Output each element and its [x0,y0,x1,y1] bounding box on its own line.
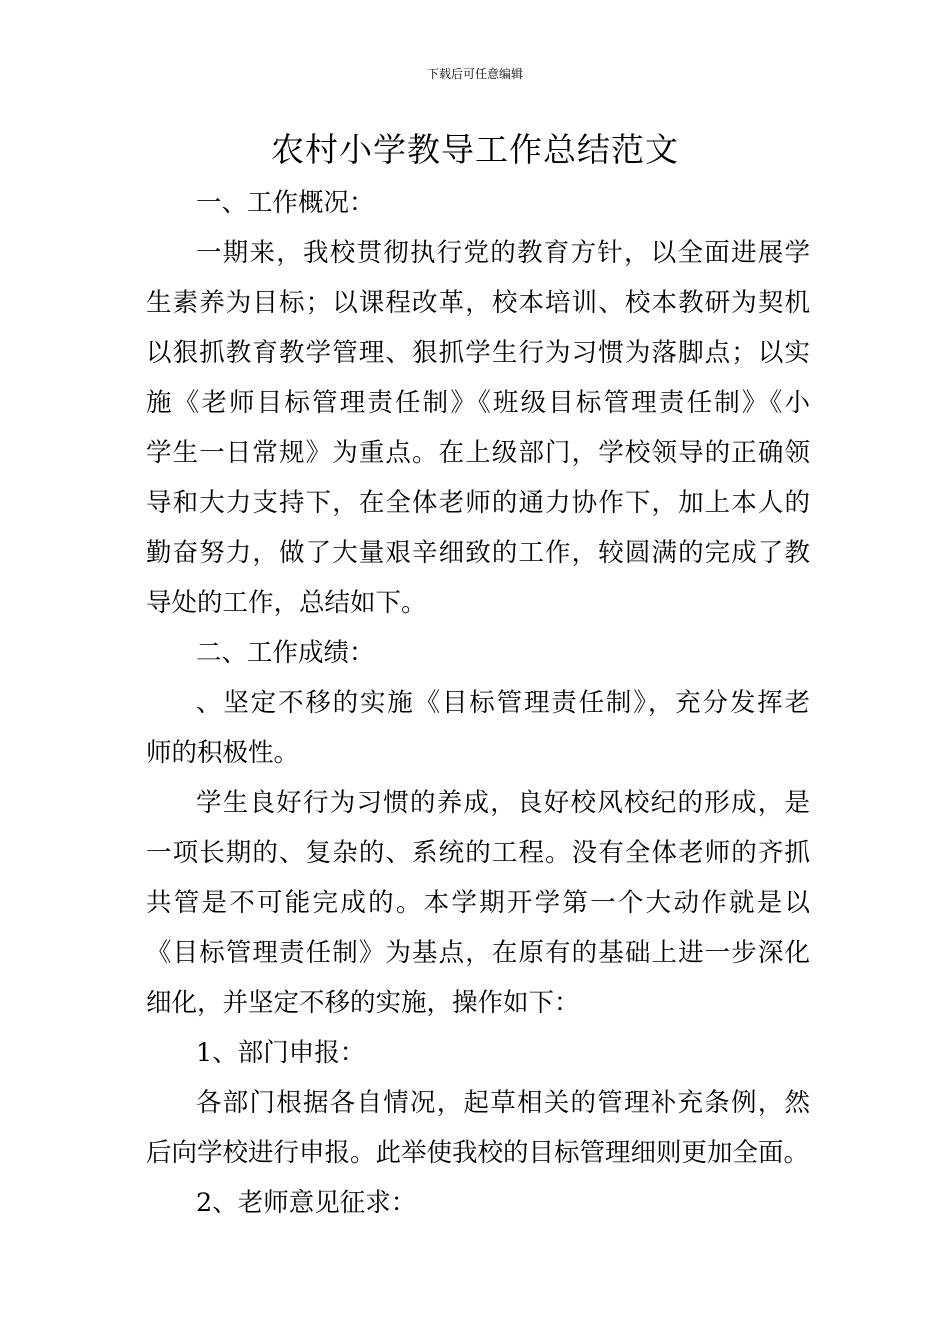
subheading-teacher-opinion: 2、老师意见征求： [196,1188,417,1218]
paragraph-line: 细化，并坚定不移的实施，操作如下： [146,988,580,1018]
page-header: 下载后可任意编辑 [426,67,523,81]
paragraph-line: 导和大力支持下，在全体老师的通力协作下，加上本人的 [146,488,810,518]
paragraph-line: 勤奋努力，做了大量艰辛细致的工作，较圆满的完成了教 [146,538,810,568]
subheading-department-report: 1、部门申报： [196,1038,366,1068]
paragraph-line: 学生一日常规》为重点。在上级部门，学校领导的正确领 [146,438,810,468]
section-heading-overview: 一、工作概况： [196,188,375,218]
paragraph-line: 学生良好行为习惯的养成，良好校风校纪的形成，是 [196,788,810,818]
paragraph-line: 、坚定不移的实施《目标管理责任制》，充分发挥老 [196,688,810,718]
paragraph-line: 共管是不可能完成的。本学期开学第一个大动作就是以 [146,888,810,918]
paragraph-line: 各部门根据各自情况，起草相关的管理补充条例，然 [196,1088,810,1118]
paragraph-line: 后向学校进行申报。此举使我校的目标管理细则更加全面。 [146,1138,810,1168]
paragraph-line: 一项长期的、复杂的、系统的工程。没有全体老师的齐抓 [146,838,810,868]
document-body [146,178,810,1228]
paragraph-line: 导处的工作，总结如下。 [146,588,427,618]
paragraph-line: 师的积极性。 [146,738,300,768]
paragraph-line: 《目标管理责任制》为基点，在原有的基础上进一步深化 [146,938,810,968]
paragraph-line: 以狠抓教育教学管理、狠抓学生行为习惯为落脚点；以实 [146,338,810,368]
paragraph-line: 施《老师目标管理责任制》《班级目标管理责任制》《小 [146,388,810,418]
paragraph-line: 一期来，我校贯彻执行党的教育方针，以全面进展学 [196,238,810,268]
section-heading-achievements: 二、工作成绩： [196,638,375,668]
paragraph-line: 生素养为目标；以课程改革，校本培训、校本教研为契机 [146,288,810,318]
document-title: 农村小学教导工作总结范文 [271,130,679,169]
